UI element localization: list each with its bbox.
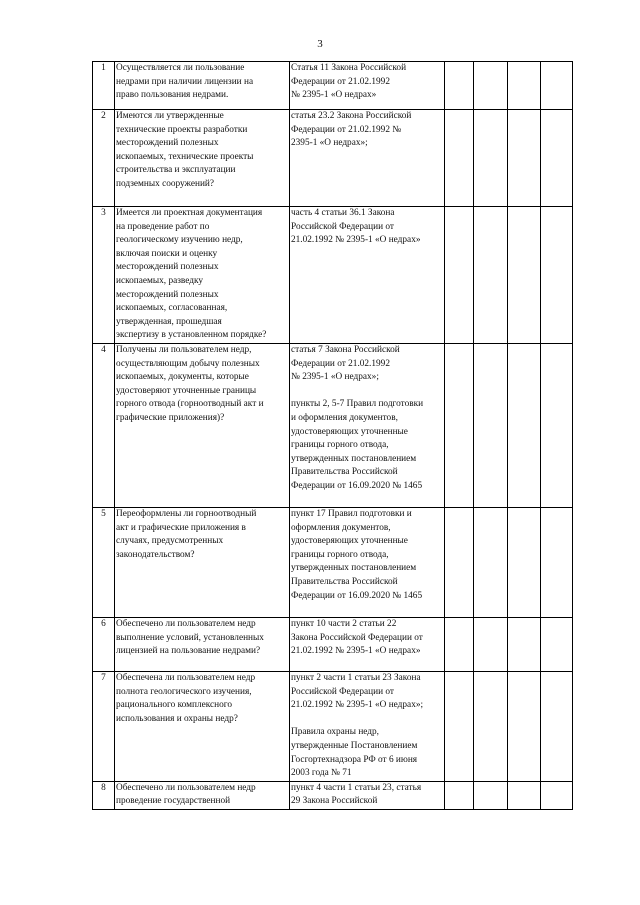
row-number: 7: [93, 671, 115, 781]
answer-cell[interactable]: [508, 617, 541, 671]
row-number: 1: [93, 62, 115, 110]
answer-cell[interactable]: [445, 207, 474, 344]
answer-cell[interactable]: [474, 781, 508, 809]
question-cell: Обеспечено ли пользователем недр выполнение условий, установленных лицензией на пользование недрами?: [115, 617, 290, 671]
legal-reference-cell: [290, 617, 445, 671]
answer-cell[interactable]: [541, 62, 573, 110]
legal-reference: пункт 17 Правил подготовки и оформления документов, удостоверяющих уточненные границы горного отвода, утвержденных постановлением Правительства Российской Федерации от 16.09.2020 № 1465: [291, 508, 423, 601]
answer-cell[interactable]: [541, 343, 573, 507]
answer-cell[interactable]: [508, 671, 541, 781]
row-number: 8: [93, 781, 115, 809]
answer-cell[interactable]: [541, 110, 573, 207]
legal-reference: Статья 11 Закона Российской Федерации от 21.02.1992 № 2395-1 «О недрах»: [291, 63, 407, 101]
table-row: [93, 110, 573, 207]
table-row: [93, 343, 573, 507]
table-row: [93, 781, 573, 809]
answer-cell[interactable]: [445, 617, 474, 671]
legal-reference: пункт 4 части 1 статьи 23, статья 29 Закона Российской: [291, 782, 422, 807]
legal-reference: статья 23.2 Закона Российской Федерации от 21.02.1992 № 2395-1 «О недрах»;: [291, 111, 412, 149]
legal-reference-cell: [290, 671, 445, 781]
question-cell: Получены ли пользователем недр, осуществляющим добычу полезных ископаемых, документы, которые удостоверяют уточненные границы горного отвода (горноотводный акт и графические приложения)?: [115, 343, 290, 507]
answer-cell[interactable]: [508, 62, 541, 110]
answer-cell[interactable]: [541, 617, 573, 671]
answer-cell[interactable]: [445, 671, 474, 781]
legal-reference-cell: [290, 343, 445, 507]
answer-cell[interactable]: [474, 507, 508, 617]
row-number: 3: [93, 207, 115, 344]
legal-reference-cell: [290, 207, 445, 344]
table-row: [93, 507, 573, 617]
answer-cell[interactable]: [474, 671, 508, 781]
question-cell: Обеспечена ли пользователем недр полнота геологического изучения, рационального комплексного использования и охраны недр?: [115, 671, 290, 781]
row-number: 6: [93, 617, 115, 671]
answer-cell[interactable]: [508, 343, 541, 507]
legal-reference: пункт 10 части 2 статьи 22 Закона Российской Федерации от 21.02.1992 № 2395-1 «О недрах»: [291, 618, 423, 657]
legal-reference: Правила охраны недр, утвержденные Постановлением Госгортехнадзора РФ от 6 июня 2003 года № 71: [291, 727, 418, 779]
answer-cell[interactable]: [541, 207, 573, 344]
legal-reference-cell: [290, 62, 445, 110]
question-cell: Имеется ли проектная документация на проведение работ по геологическому изучению недр, включая поиски и оценку месторождений полезных ископаемых, разведку месторождений полезных ископаемых, согласованная, утвержденная, прошедшая экспертизу в установленном порядке?: [115, 207, 290, 344]
answer-cell[interactable]: [445, 507, 474, 617]
table-row: [93, 671, 573, 781]
answer-cell[interactable]: [474, 343, 508, 507]
legal-reference-cell: [290, 110, 445, 207]
legal-reference: часть 4 статьи 36.1 Закона Российской Федерации от 21.02.1992 № 2395-1 «О недрах»: [291, 208, 421, 246]
answer-cell[interactable]: [508, 781, 541, 809]
legal-reference: статья 7 Закона Российской Федерации от 21.02.1992 № 2395-1 «О недрах»;: [291, 344, 400, 383]
answer-cell[interactable]: [541, 781, 573, 809]
answer-cell[interactable]: [508, 110, 541, 207]
row-number: 4: [93, 343, 115, 507]
answer-cell[interactable]: [474, 62, 508, 110]
answer-cell[interactable]: [474, 110, 508, 207]
legal-reference: пункт 2 части 1 статьи 23 Закона Российской Федерации от 21.02.1992 № 2395-1 «О недрах»;: [291, 672, 424, 711]
row-number: 2: [93, 110, 115, 207]
page-number: 3: [317, 38, 323, 50]
answer-cell[interactable]: [474, 617, 508, 671]
legal-reference-cell: [290, 507, 445, 617]
answer-cell[interactable]: [445, 62, 474, 110]
question-cell: Имеются ли утвержденные технические проекты разработки месторождений полезных ископаемых, технические проекты строительства и эксплуатации подземных сооружений?: [115, 110, 290, 207]
legal-reference-cell: [290, 781, 445, 809]
question-cell: Обеспечено ли пользователем недр проведение государственной: [115, 781, 290, 809]
table-row: [93, 207, 573, 344]
table-row: [93, 617, 573, 671]
checklist-table: [92, 61, 573, 810]
answer-cell[interactable]: [508, 507, 541, 617]
checklist-rows: [93, 62, 573, 810]
row-number: 5: [93, 507, 115, 617]
question-cell: Осуществляется ли пользование недрами при наличии лицензии на право пользования недрами.: [115, 62, 290, 110]
answer-cell[interactable]: [474, 207, 508, 344]
table-row: [93, 62, 573, 110]
answer-cell[interactable]: [508, 207, 541, 344]
answer-cell[interactable]: [445, 110, 474, 207]
answer-cell[interactable]: [541, 507, 573, 617]
answer-cell[interactable]: [445, 343, 474, 507]
question-cell: Переоформлены ли горноотводный акт и графические приложения в случаях, предусмотренных законодательством?: [115, 507, 290, 617]
answer-cell[interactable]: [541, 671, 573, 781]
legal-reference: пункты 2, 5-7 Правил подготовки и оформления документов, удостоверяющих уточненные границы горного отвода, утвержденных постановлением Правительства Российской Федерации от 16.09.2020 № 1465: [291, 399, 424, 491]
answer-cell[interactable]: [445, 781, 474, 809]
